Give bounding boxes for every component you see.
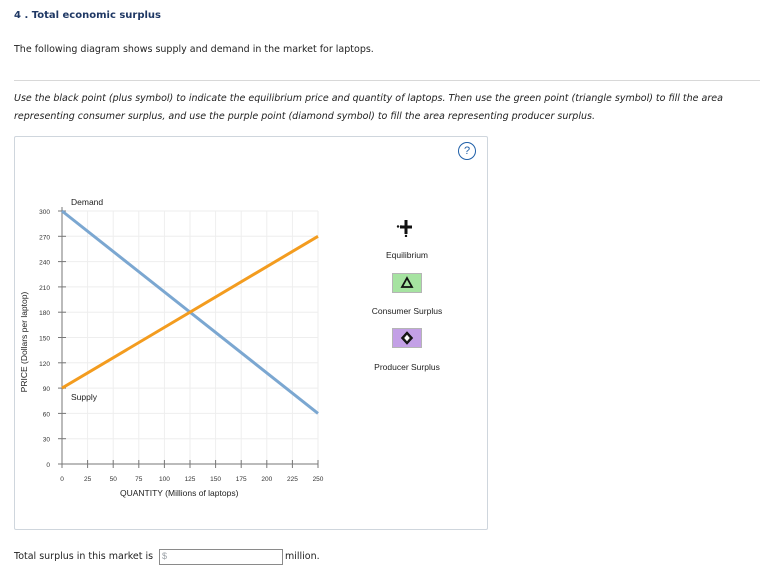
y-tick-label: 300 xyxy=(39,209,50,216)
question-title: 4 . Total economic surplus xyxy=(14,10,162,21)
x-tick-label: 0 xyxy=(60,476,64,483)
tick-labels xyxy=(39,209,324,483)
y-tick-label: 60 xyxy=(42,411,50,419)
total-surplus-input[interactable] xyxy=(159,549,283,565)
grid-lines xyxy=(62,211,318,464)
y-tick-label: 180 xyxy=(39,310,50,318)
y-tick-label: 30 xyxy=(42,436,50,444)
consumer-surplus-tool[interactable] xyxy=(392,273,422,293)
total-surplus-prompt: Total surplus in this market is xyxy=(14,551,154,562)
supply-label: Supply xyxy=(71,392,97,402)
y-axis-label: PRICE (Dollars per laptop) xyxy=(19,291,29,393)
consumer-surplus-label: Consumer Surplus xyxy=(371,306,443,316)
x-tick-label: 100 xyxy=(158,476,170,483)
equilibrium-label: Equilibrium xyxy=(385,250,429,260)
y-tick-label: 150 xyxy=(39,335,50,343)
intro-text: The following diagram shows supply and demand in the market for laptops. xyxy=(14,44,374,55)
instructions-text: Use the black point (plus symbol) to indicate the equilibrium price and quantity of laptops. Then use the green point (triangle symbol) to fill the area representing consumer surplus, and use the purple point (diamond symbol) to fill the area representing producer surplus. xyxy=(14,93,723,122)
y-tick-label: 90 xyxy=(42,386,50,394)
x-tick-label: 150 xyxy=(210,476,222,483)
x-tick-label: 25 xyxy=(83,476,92,483)
currency-symbol: $ xyxy=(162,551,168,561)
plus-point-icon xyxy=(396,217,416,237)
y-tick-label: 210 xyxy=(39,284,50,292)
x-tick-label: 125 xyxy=(184,476,196,483)
help-icon[interactable]: ? xyxy=(458,142,476,160)
x-tick-label: 250 xyxy=(312,476,324,483)
triangle-icon xyxy=(393,274,421,292)
equilibrium-tool[interactable] xyxy=(396,217,416,237)
diamond-icon xyxy=(393,329,421,347)
y-tick-label: 240 xyxy=(39,259,50,267)
tick-marks xyxy=(58,211,318,468)
demand-label: Demand xyxy=(71,197,104,207)
x-axis-label: QUANTITY (Millions of laptops) xyxy=(120,488,239,498)
producer-surplus-tool[interactable] xyxy=(392,328,422,348)
x-tick-label: 75 xyxy=(135,476,143,483)
x-tick-label: 225 xyxy=(286,476,298,483)
x-tick-label: 200 xyxy=(261,476,273,483)
y-tick-label: 120 xyxy=(39,360,50,368)
producer-surplus-label: Producer Surplus xyxy=(374,362,440,372)
x-tick-label: 175 xyxy=(235,476,247,483)
y-tick-label: 0 xyxy=(46,462,50,469)
y-tick-label: 270 xyxy=(39,234,50,242)
x-tick-label: 50 xyxy=(109,476,117,483)
million-suffix: million. xyxy=(285,551,320,562)
